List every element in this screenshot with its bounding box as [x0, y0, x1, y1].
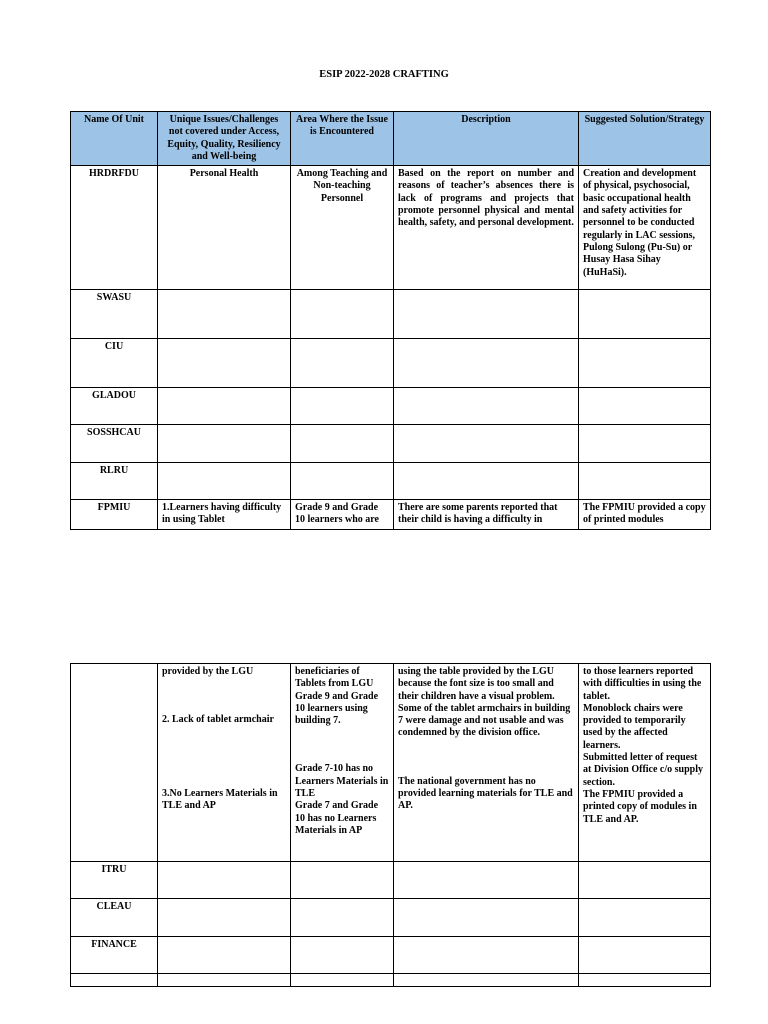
area-text: Grade 7-10 has no Learners Materials in TLE — [295, 763, 389, 800]
solution-text: The FPMIU provided a printed copy of modules in TLE and AP. — [583, 788, 697, 825]
description-text: The national government has no provided learning materials for TLE and AP. — [398, 775, 573, 812]
col-header-issue: Unique Issues/Challenges not covered under Access, Equity, Quality, Resiliency and Well-being — [158, 112, 291, 166]
header-row — [71, 112, 711, 166]
issue-cell — [158, 664, 291, 862]
col-header-solution: Suggested Solution/Strategy — [579, 112, 711, 166]
empty-cell — [394, 388, 579, 425]
table-row — [71, 388, 711, 425]
table-row — [71, 500, 711, 530]
empty-cell — [579, 862, 711, 899]
table-row — [71, 937, 711, 974]
unit-cell: SWASU — [71, 290, 158, 339]
unit-cell: FINANCE — [71, 937, 158, 974]
table-row — [71, 166, 711, 290]
table-row — [71, 899, 711, 937]
empty-cell — [394, 425, 579, 463]
empty-cell — [579, 290, 711, 339]
unit-cell — [71, 664, 158, 862]
empty-cell — [291, 463, 394, 500]
description-text: using the table provided by the LGU because the font size is too small and their children have a visual problem. — [398, 666, 555, 702]
table-row — [71, 339, 711, 388]
table-row — [71, 463, 711, 500]
area-text: beneficiaries of Tablets from LGU — [295, 666, 374, 690]
unit-cell: RLRU — [71, 463, 158, 500]
empty-cell — [291, 388, 394, 425]
issue-text: 2. Lack of tablet armchair — [162, 714, 274, 726]
empty-cell — [158, 463, 291, 500]
table-row — [71, 290, 711, 339]
empty-cell — [158, 937, 291, 974]
empty-cell — [71, 974, 158, 987]
solution-text: Monoblock chairs were provided to temporarily used by the affected learners. — [583, 702, 686, 751]
area-text: Grade 9 and Grade 10 learners using building 7. — [295, 690, 379, 727]
description-cell: Based on the report on number and reasons of teacher’s absences there is lack of programs and projects that promote personnel physical and mental health, safety, and personal development. — [394, 166, 579, 290]
esip-table-page-1 — [70, 111, 711, 530]
issue-cell: Personal Health — [158, 166, 291, 290]
empty-cell — [394, 339, 579, 388]
area-cell: Among Teaching and Non-teaching Personnel — [291, 166, 394, 290]
empty-cell — [394, 290, 579, 339]
empty-cell — [579, 425, 711, 463]
empty-cell — [579, 463, 711, 500]
description-cell — [394, 664, 579, 862]
empty-cell — [291, 899, 394, 937]
empty-cell — [158, 862, 291, 899]
empty-cell — [158, 899, 291, 937]
issue-text: provided by the LGU — [162, 666, 254, 677]
empty-cell — [579, 339, 711, 388]
document-title: ESIP 2022-2028 CRAFTING — [319, 69, 449, 80]
area-cell: Grade 9 and Grade 10 learners who are — [291, 500, 394, 530]
solution-cell: Creation and development of physical, psychosocial, basic occupational health and safety activities for personnel to be conducted regularly in LAC sessions, Pulong Sulong (Pu-Su) or Husay Hasa Sihay (HuHaSi). — [579, 166, 711, 290]
empty-cell — [291, 974, 394, 987]
empty-cell — [394, 463, 579, 500]
table-row — [71, 425, 711, 463]
empty-cell — [394, 974, 579, 987]
issue-text: 3.No Learners Materials in TLE and AP — [162, 787, 278, 811]
unit-cell: FPMIU — [71, 500, 158, 530]
unit-cell: HRDRFDU — [71, 166, 158, 290]
empty-cell — [158, 425, 291, 463]
solution-cell — [579, 664, 711, 862]
description-text: Some of the tablet armchairs in building 7 were damage and not usable and was condemned by the division office. — [398, 702, 571, 739]
empty-cell — [291, 862, 394, 899]
col-header-unit: Name Of Unit — [71, 112, 158, 166]
col-header-area: Area Where the Issue is Encountered — [291, 112, 394, 166]
empty-cell — [579, 899, 711, 937]
table-row — [71, 862, 711, 899]
empty-cell — [158, 974, 291, 987]
empty-cell — [394, 862, 579, 899]
table-row — [71, 974, 711, 987]
empty-cell — [579, 937, 711, 974]
unit-cell: CIU — [71, 339, 158, 388]
empty-cell — [394, 899, 579, 937]
description-cell: There are some parents reported that their child is having a difficulty in — [394, 500, 579, 530]
area-cell — [291, 664, 394, 862]
empty-cell — [291, 290, 394, 339]
esip-table-page-2 — [70, 663, 711, 987]
area-text: Grade 7 and Grade 10 has no Learners Materials in AP — [295, 800, 379, 836]
empty-cell — [158, 388, 291, 425]
table-row-continuation — [71, 664, 711, 862]
unit-cell: SOSSHCAU — [71, 425, 158, 463]
unit-cell: GLADOU — [71, 388, 158, 425]
solution-text: Submitted letter of request at Division Office c/o supply section. — [583, 752, 704, 788]
issue-cell: 1.Learners having difficulty in using Tablet — [158, 500, 291, 530]
empty-cell — [579, 388, 711, 425]
empty-cell — [158, 290, 291, 339]
unit-cell: CLEAU — [71, 899, 158, 937]
unit-cell: ITRU — [71, 862, 158, 899]
empty-cell — [291, 937, 394, 974]
solution-text: to those learners reported with difficulties in using the tablet. — [583, 666, 702, 702]
solution-cell: The FPMIU provided a copy of printed modules — [579, 500, 711, 530]
empty-cell — [394, 937, 579, 974]
col-header-description: Description — [394, 112, 579, 166]
empty-cell — [291, 339, 394, 388]
empty-cell — [579, 974, 711, 987]
empty-cell — [158, 339, 291, 388]
empty-cell — [291, 425, 394, 463]
